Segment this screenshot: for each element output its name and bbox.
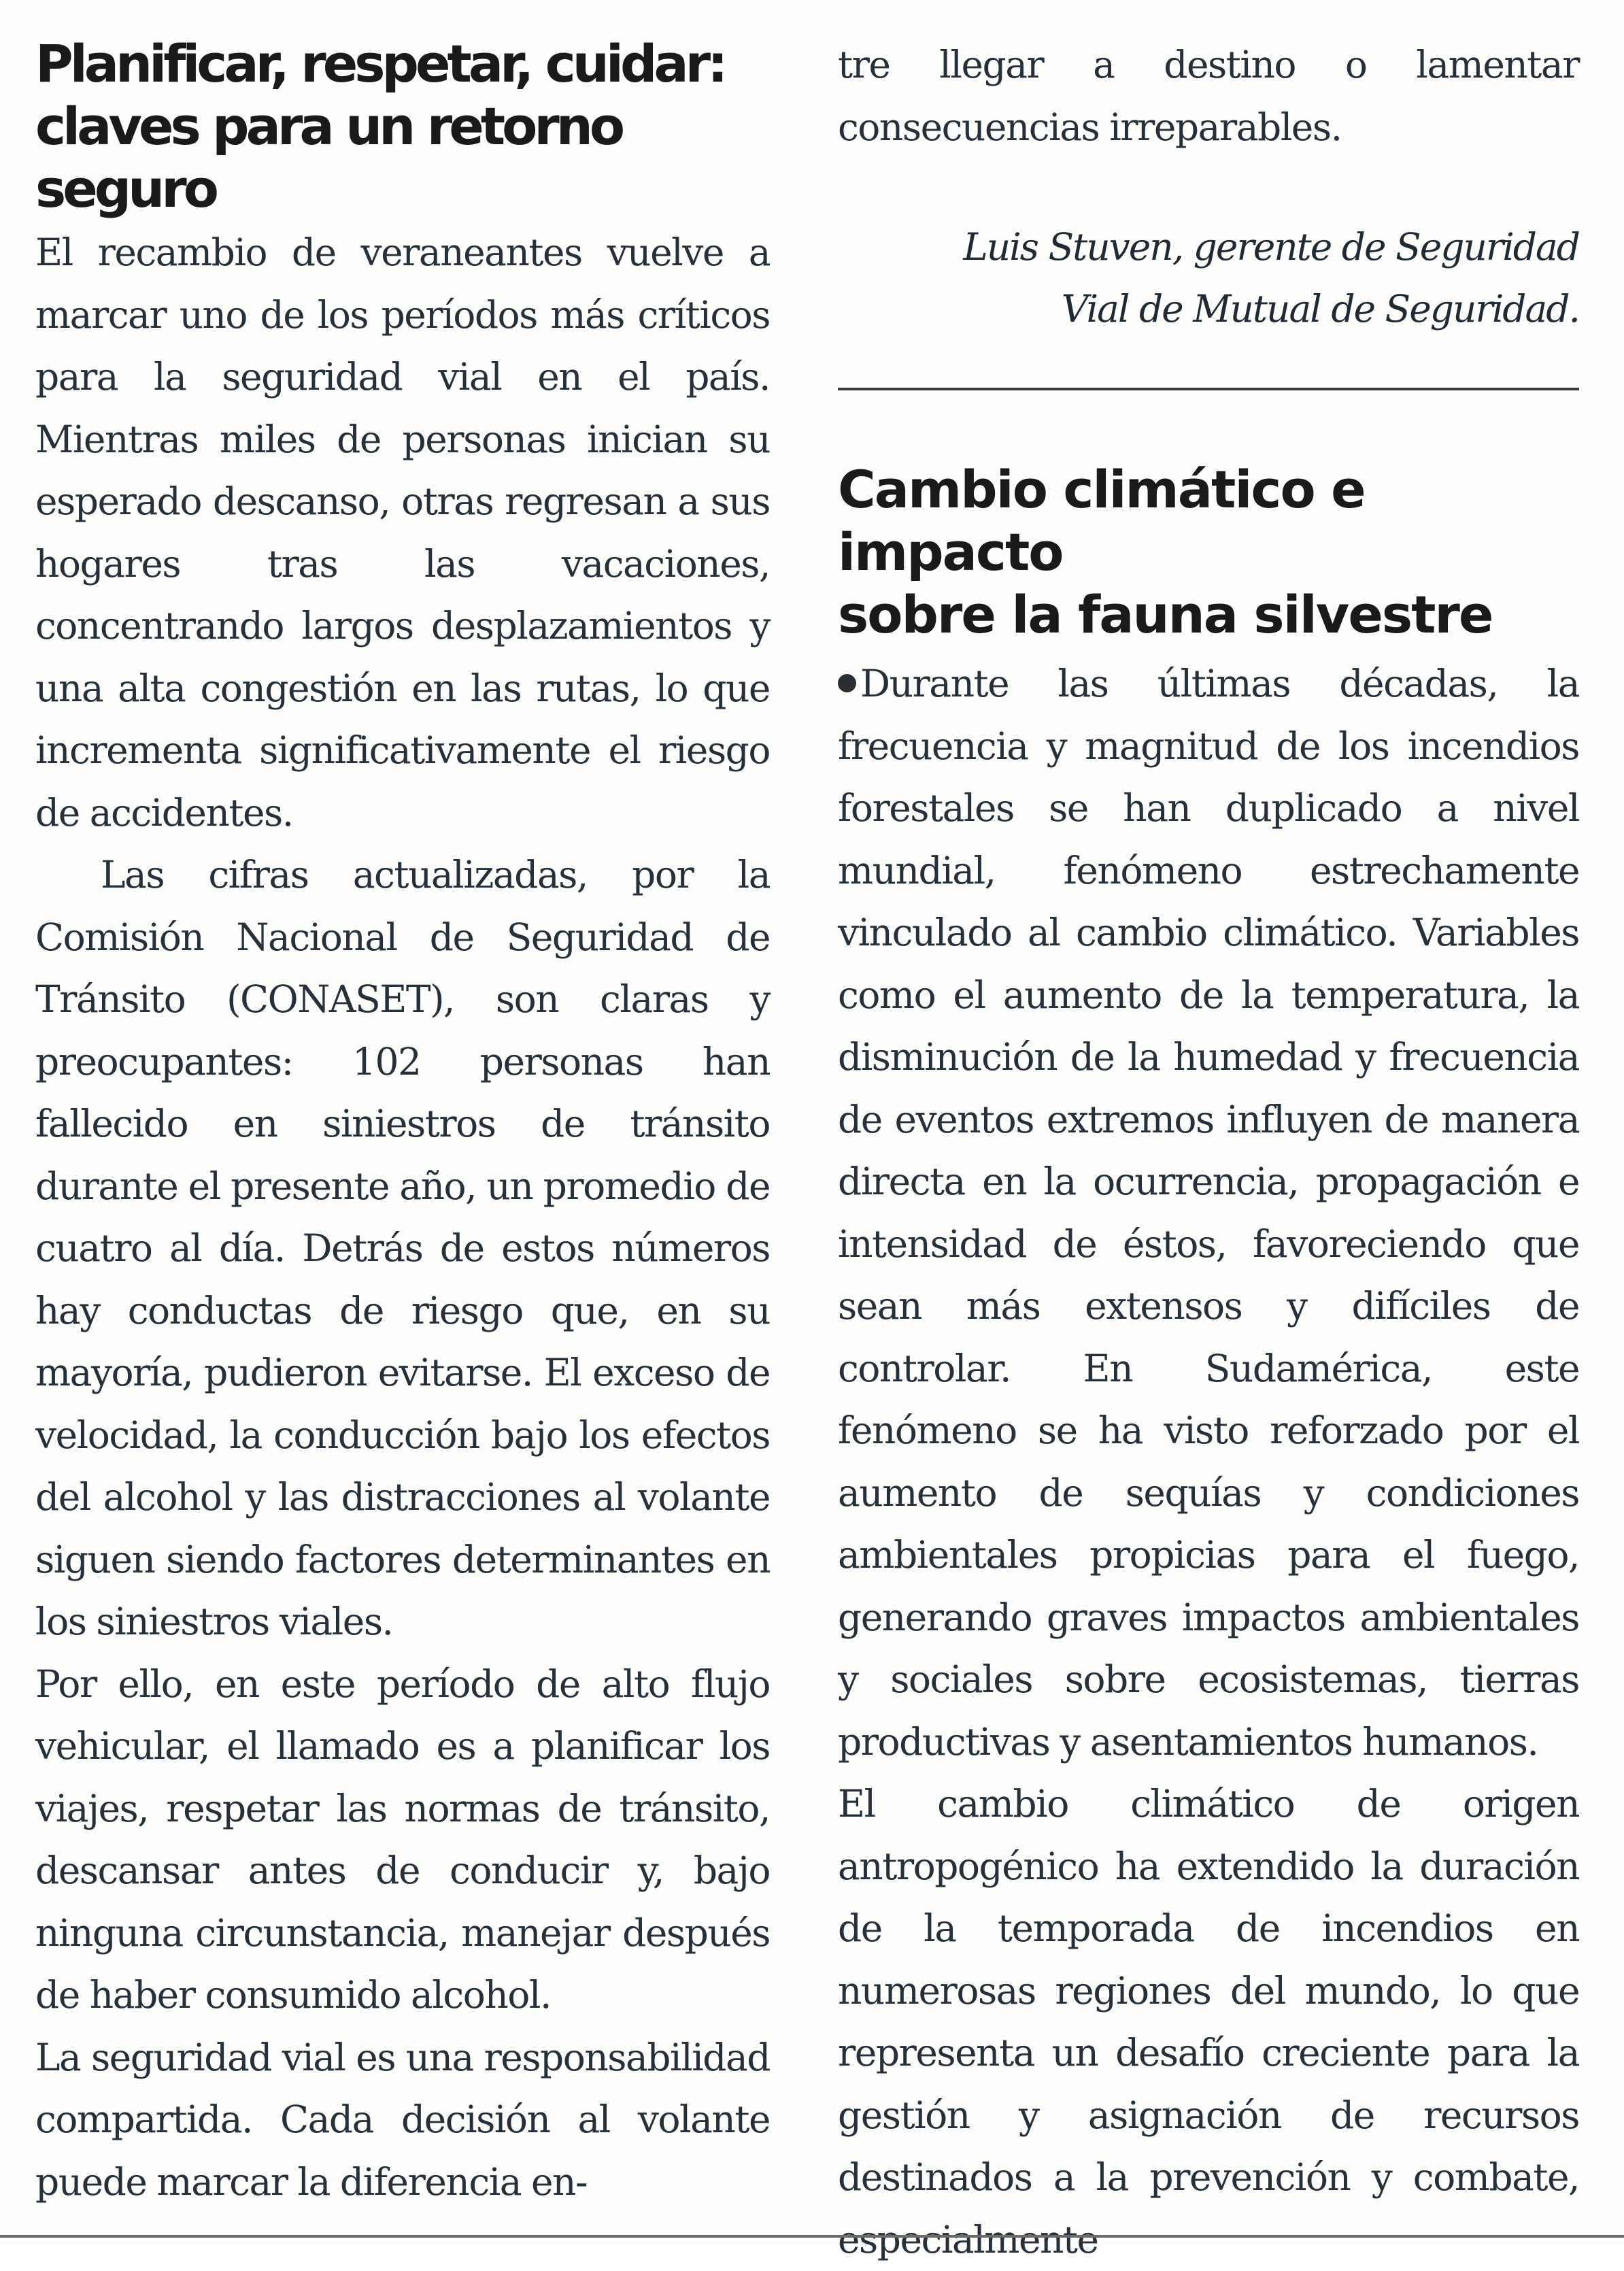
article2-paragraph-1-text: Durante las últimas décadas, la frecuencia y magnitud de los incendios forestales se han duplicado a nivel mundial, fenómeno estrechamente vinculado al cambio climático. Variables como el aumento de la temperatura, la disminución de la humedad y frecuencia de eventos extremos influyen de manera directa en la ocurrencia, propagación e intensidad de éstos, favoreciendo que sean más extensos y difíciles de controlar. En Sudamérica, este fenómeno se ha visto reforzado por el aumento de sequías y condiciones ambientales propicias para el fuego, generando graves impactos ambientales y sociales sobre ecosistemas, tierras productivas y asentamientos humanos.: [838, 662, 1579, 1764]
article1-continuation: [838, 34, 1579, 158]
bullet-icon: [838, 674, 856, 692]
article1-paragraph-4: La seguridad vial es una responsabilidad compartida. Cada decisión al volante puede marcar la diferencia en-: [35, 2035, 770, 2204]
article1-headline-line1: Planificar, respetar, cuidar:: [35, 33, 725, 94]
article1-headline-line2: claves para un retorno seguro: [35, 96, 622, 219]
section-divider: [838, 388, 1579, 390]
article2-paragraph-1: [838, 653, 1579, 1773]
article1-paragraph-1: El recambio de veraneantes vuelve a marcar uno de los períodos más críticos para la seguridad vial en el país. Mientras miles de personas inician su esperado descanso, otras regresan a sus hogares tras las vacaciones, concentrando largos desplazamientos y una alta congestión en las rutas, lo que incrementa significativamente el riesgo de accidentes.: [35, 231, 770, 835]
article2-headline: [838, 458, 1586, 646]
article1-body: [35, 222, 770, 2213]
article1-paragraph-4-continued: tre llegar a destino o lamentar consecuencias irreparables.: [838, 43, 1579, 149]
author-line-1: Luis Stuven, gerente de Seguridad: [963, 225, 1579, 269]
article1-paragraph-2: Las cifras actualizadas, por la Comisión Nacional de Seguridad de Tránsito (CONASET), son claras y preocupantes: 102 personas han fallecido en siniestros de tránsito durante el presente año, un promedio de cuatro al día. Detrás de estos números hay conductas de riesgo que, en su mayoría, pudieron evitarse. El exceso de velocidad, la conducción bajo los efectos del alcohol y las distracciones al volante siguen siendo factores determinantes en los siniestros viales.: [35, 853, 770, 1643]
article1-paragraph-3: Por ello, en este período de alto flujo vehicular, el llamado es a planificar los viajes, respetar las normas de tránsito, descansar antes de conducir y, bajo ninguna circunstancia, manejar después de haber consumido alcohol.: [35, 1662, 770, 2017]
article2-headline-line2: sobre la fauna silvestre: [838, 584, 1493, 645]
article2-headline-line1: Cambio climático e impacto: [838, 459, 1365, 582]
article1-author: [838, 216, 1579, 340]
author-line-2: Vial de Mutual de Seguridad.: [1061, 287, 1579, 331]
article1-headline: [35, 33, 783, 220]
bottom-divider: [0, 2235, 1624, 2238]
article2-paragraph-2: El cambio climático de origen antropogénico ha extendido la duración de la temporada de incendios en numerosas regiones del mundo, lo que representa un desafío creciente para la gestión y asignación de recursos destinados a la prevención y combate, especialmente: [838, 1782, 1579, 2261]
article2-body: [838, 653, 1579, 2271]
